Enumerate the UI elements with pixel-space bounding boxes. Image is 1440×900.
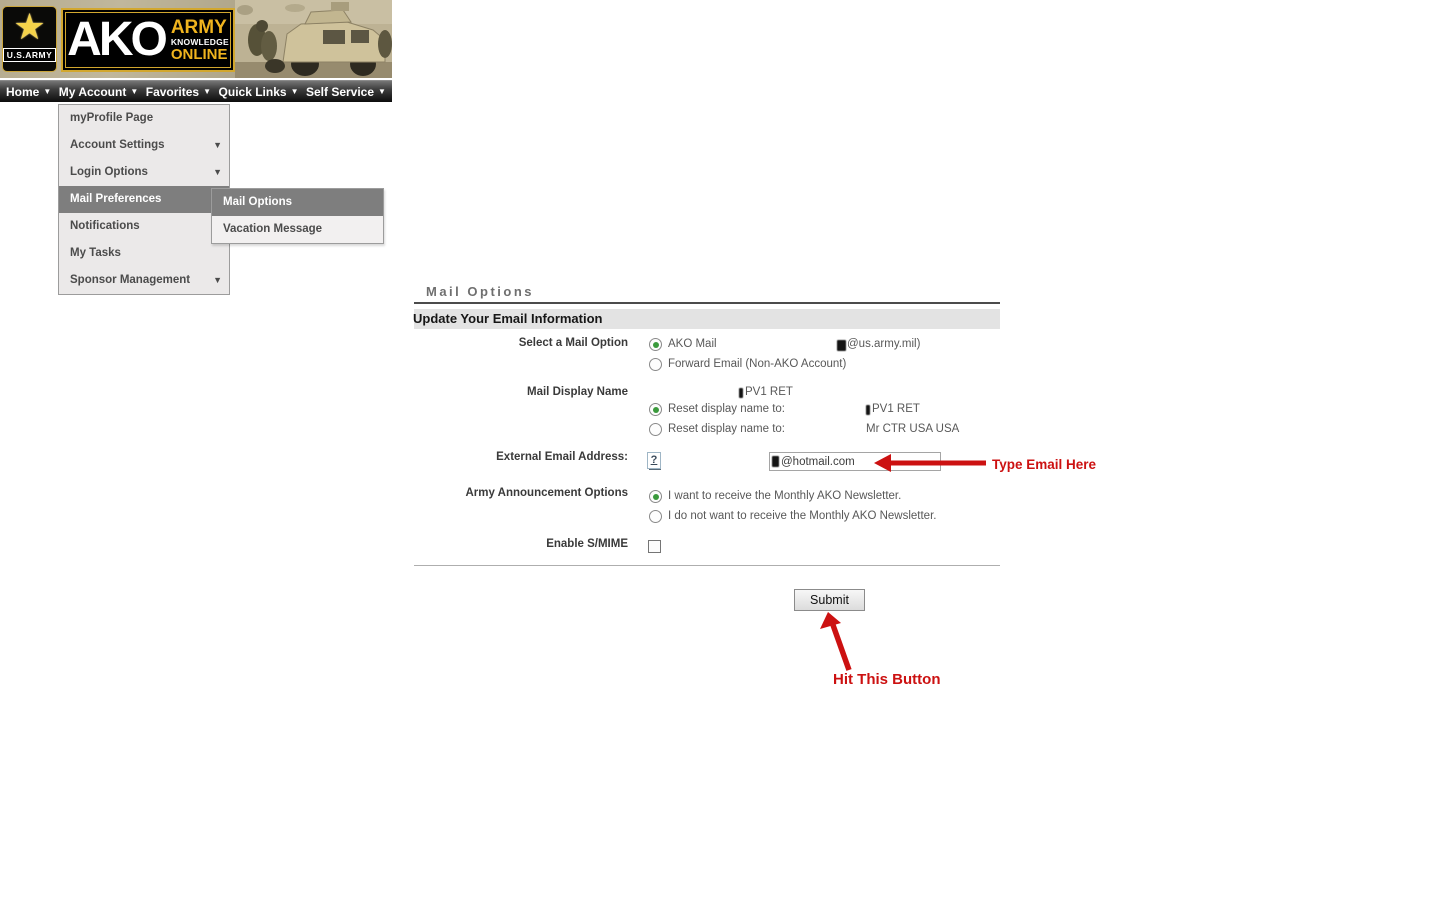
newsletter-optout-radio[interactable] bbox=[649, 510, 662, 523]
chevron-down-icon: ▼ bbox=[213, 167, 222, 177]
forward-email-radio-label: Forward Email (Non-AKO Account) bbox=[668, 358, 847, 370]
type-email-arrow bbox=[872, 452, 990, 474]
ako-mail-radio[interactable] bbox=[649, 338, 662, 351]
chevron-down-icon: ▼ bbox=[130, 87, 139, 96]
ako-knowledge-text: KNOWLEDGE bbox=[170, 36, 229, 47]
menu-item-sponsor-management[interactable]: Sponsor Management ▼ bbox=[59, 267, 229, 294]
reset-name-value-1: PV1 RET bbox=[872, 403, 920, 415]
ako-online-text: ONLINE bbox=[170, 45, 228, 63]
submit-button[interactable]: Submit bbox=[794, 589, 865, 611]
type-email-annotation: Type Email Here bbox=[992, 457, 1097, 472]
form-bottom-divider bbox=[414, 565, 1000, 566]
submenu-item-vacation-message[interactable]: Vacation Message bbox=[223, 223, 323, 235]
section-header: Update Your Email Information bbox=[413, 311, 603, 326]
reset-name-radio-2[interactable] bbox=[649, 423, 662, 436]
ako-mail-address: @us.army.mil) bbox=[847, 338, 921, 350]
nav-my-account[interactable]: My Account ▼ bbox=[58, 84, 139, 99]
newsletter-optin-radio[interactable] bbox=[649, 490, 662, 503]
redaction-mark bbox=[772, 456, 779, 467]
nav-self-service[interactable]: Self Service ▼ bbox=[305, 84, 386, 99]
us-army-logo bbox=[2, 6, 57, 72]
ako-logo bbox=[61, 8, 235, 72]
submenu-item-mail-options[interactable]: Mail Options bbox=[212, 189, 383, 216]
chevron-down-icon: ▼ bbox=[43, 87, 52, 96]
hit-button-annotation: Hit This Button bbox=[833, 671, 941, 688]
chevron-down-icon: ▼ bbox=[378, 87, 386, 96]
redaction-mark bbox=[866, 405, 870, 415]
display-name-label: Mail Display Name bbox=[527, 386, 628, 398]
nav-quick-links[interactable]: Quick Links ▼ bbox=[218, 84, 299, 99]
reset-name-label-2: Reset display name to: bbox=[668, 423, 785, 435]
help-icon[interactable]: ? bbox=[647, 452, 661, 469]
mail-preferences-submenu bbox=[211, 188, 384, 244]
menu-item-account-settings[interactable]: Account Settings ▼ bbox=[59, 132, 229, 159]
newsletter-optout-label: I do not want to receive the Monthly AKO Newsletter. bbox=[668, 510, 937, 522]
menu-item-my-tasks[interactable]: My Tasks bbox=[70, 247, 121, 259]
hit-button-arrow bbox=[813, 611, 863, 673]
ako-mail-radio-label: AKO Mail bbox=[668, 338, 717, 350]
menu-item-login-options[interactable]: Login Options ▼ bbox=[59, 159, 229, 186]
external-email-label: External Email Address: bbox=[496, 451, 628, 463]
menu-item-myprofile-page[interactable]: myProfile Page bbox=[70, 112, 154, 124]
smime-label: Enable S/MIME bbox=[546, 538, 628, 550]
announcement-label: Army Announcement Options bbox=[465, 487, 628, 499]
my-account-dropdown bbox=[58, 104, 230, 295]
nav-home[interactable]: Home ▼ bbox=[6, 84, 52, 99]
main-nav bbox=[0, 80, 392, 102]
chevron-down-icon: ▼ bbox=[213, 275, 222, 285]
ako-logo-text: AKO bbox=[67, 13, 165, 66]
ako-banner bbox=[0, 0, 392, 78]
menu-item-notifications[interactable]: Notifications bbox=[70, 220, 140, 232]
newsletter-optin-label: I want to receive the Monthly AKO Newsletter. bbox=[668, 490, 902, 502]
chevron-down-icon: ▼ bbox=[203, 87, 212, 96]
title-divider bbox=[414, 302, 1000, 304]
chevron-down-icon: ▼ bbox=[213, 140, 222, 150]
forward-email-radio[interactable] bbox=[649, 358, 662, 371]
smime-checkbox[interactable] bbox=[648, 540, 661, 553]
menu-item-mail-preferences[interactable]: Mail Preferences bbox=[59, 186, 229, 213]
page-title: Mail Options bbox=[426, 284, 534, 299]
humvee-photo bbox=[235, 0, 392, 78]
nav-favorites[interactable]: Favorites ▼ bbox=[145, 84, 212, 99]
reset-name-value-2: Mr CTR USA USA bbox=[866, 423, 960, 435]
redaction-mark bbox=[739, 388, 743, 398]
us-army-logo-label: U.S.ARMY bbox=[3, 48, 57, 62]
reset-name-radio-1[interactable] bbox=[649, 403, 662, 416]
display-name-current: PV1 RET bbox=[745, 386, 793, 398]
reset-name-label-1: Reset display name to: bbox=[668, 403, 785, 415]
ako-army-text: ARMY bbox=[170, 16, 227, 38]
chevron-down-icon: ▼ bbox=[290, 87, 299, 96]
army-star-icon: ★ bbox=[13, 6, 46, 47]
redaction-mark bbox=[837, 340, 846, 351]
mail-option-label: Select a Mail Option bbox=[518, 337, 628, 349]
